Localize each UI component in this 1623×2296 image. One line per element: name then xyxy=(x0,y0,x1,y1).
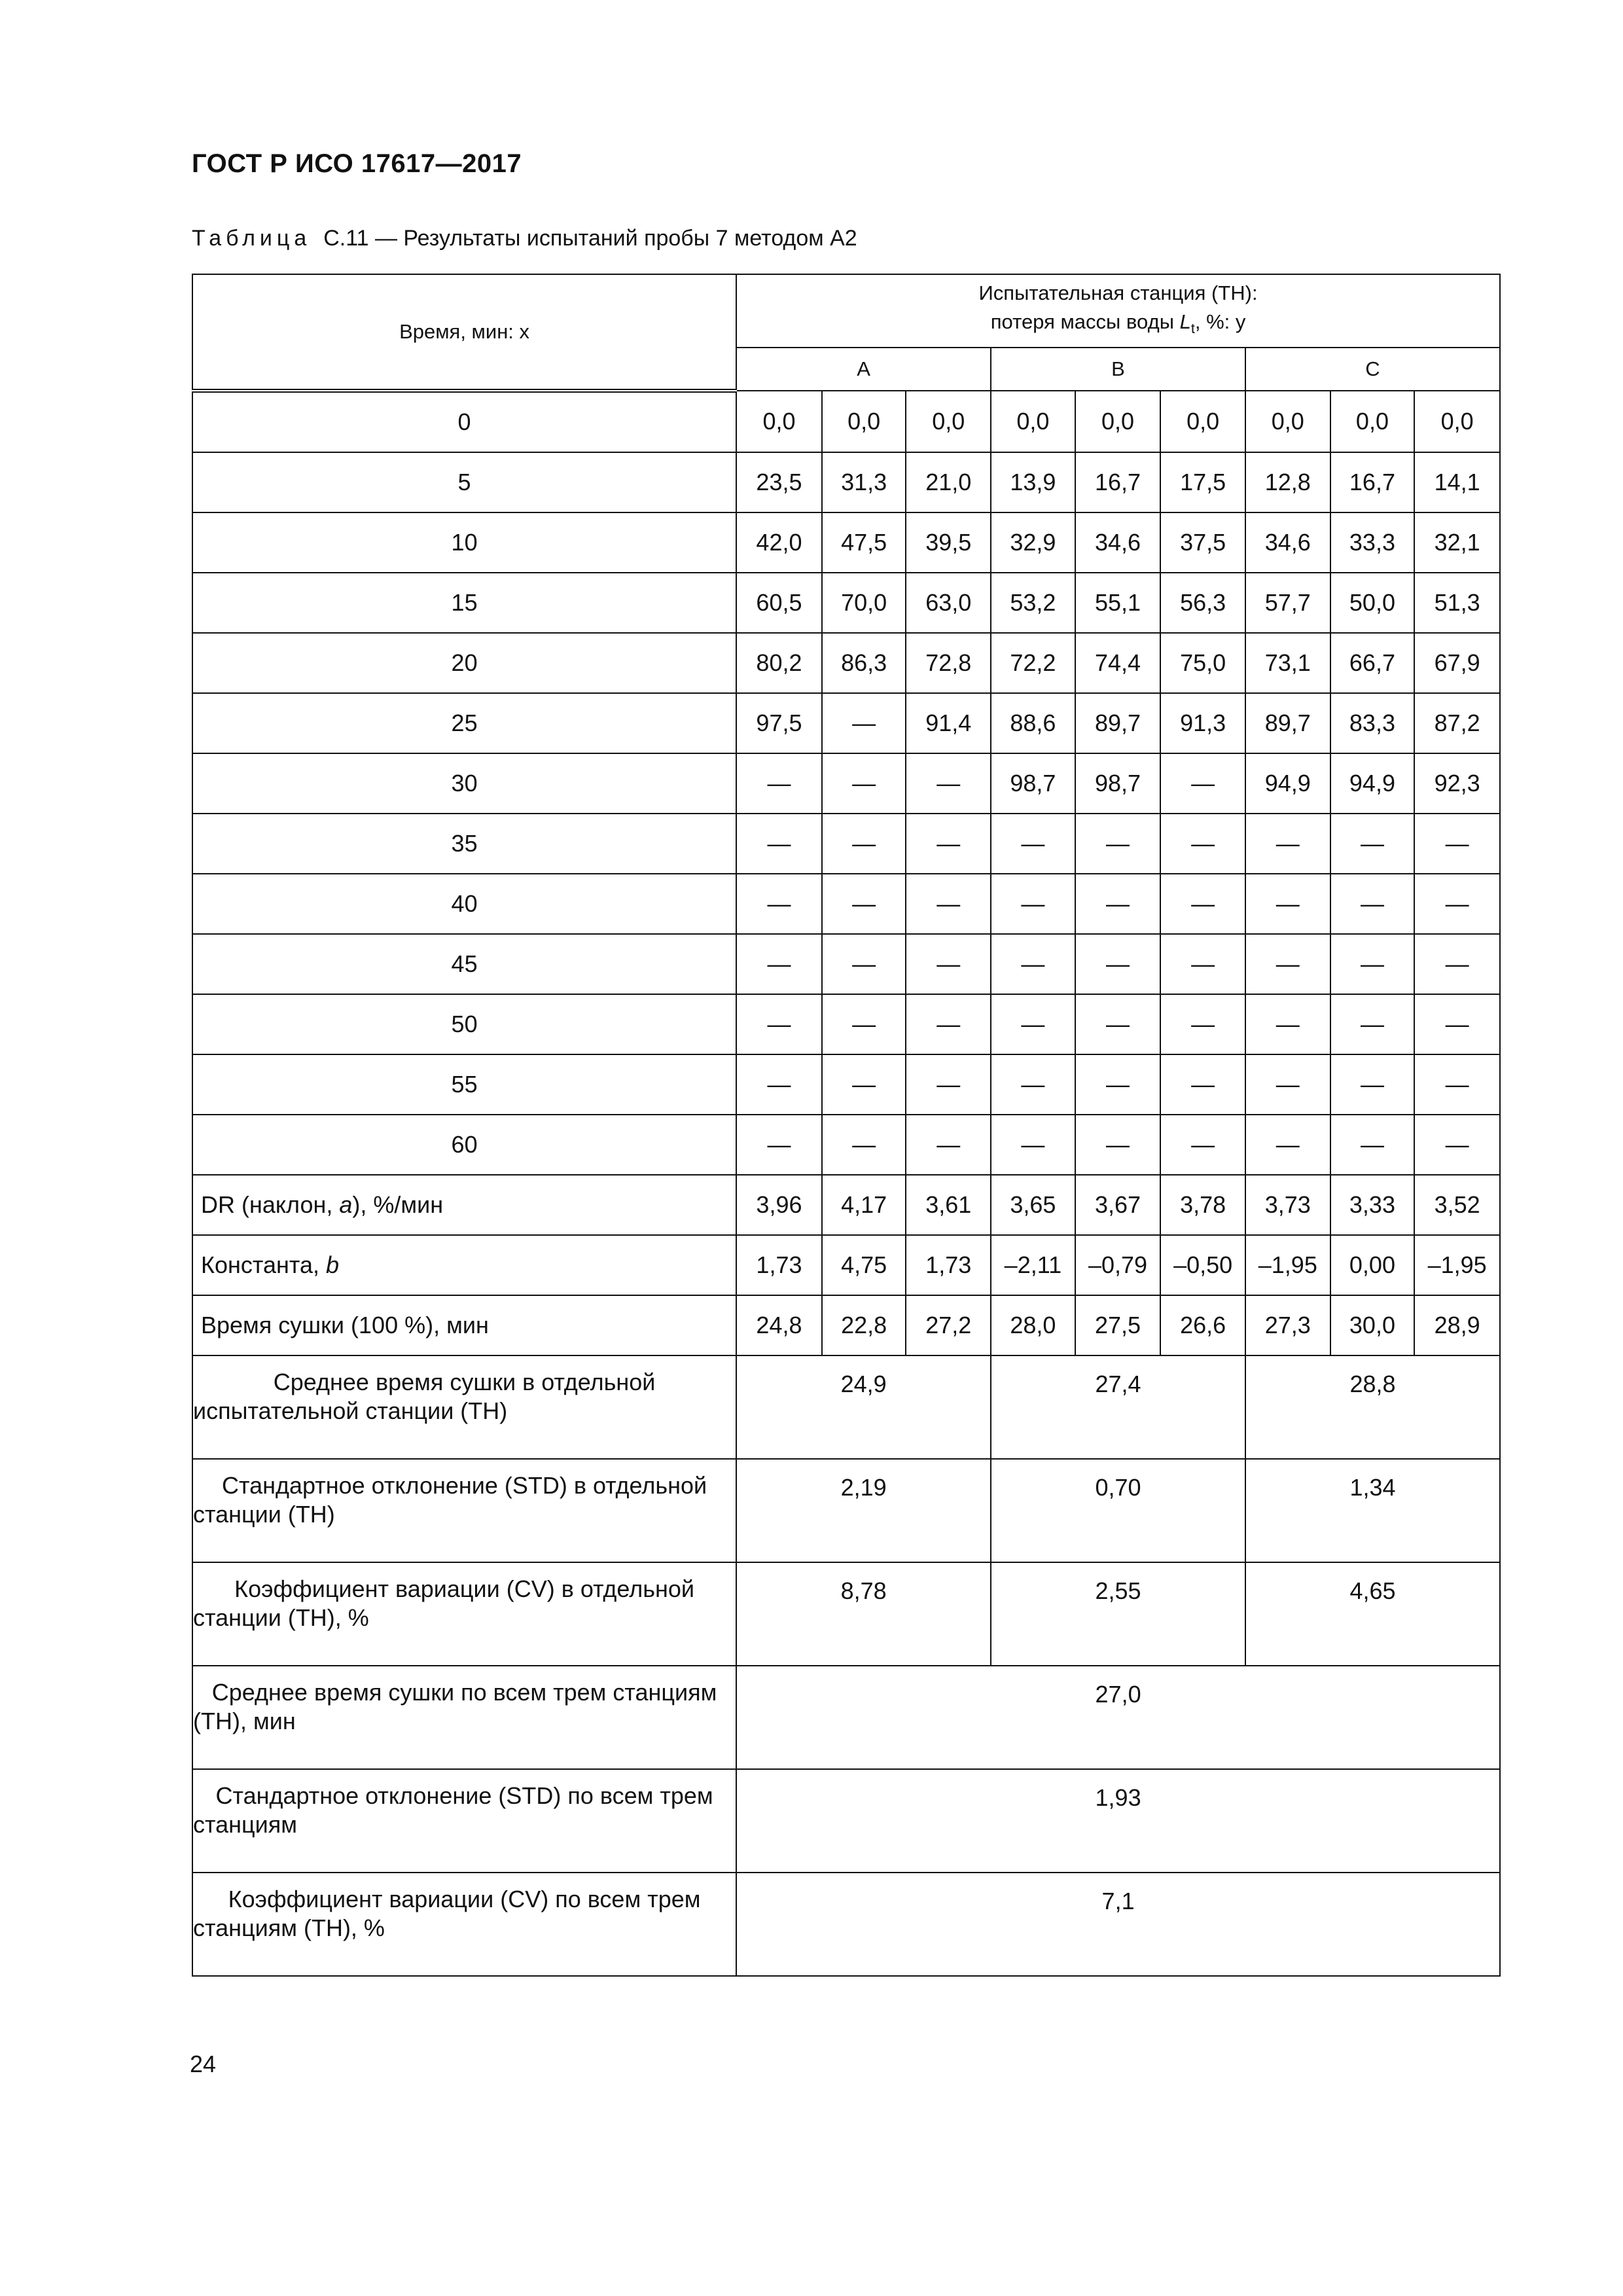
constant-label-pre: Константа, xyxy=(201,1251,326,1278)
value-cell: — xyxy=(822,1115,906,1175)
table-row xyxy=(192,994,1500,1054)
value-cell: 0,0 xyxy=(1075,391,1161,452)
value-cell: — xyxy=(1414,1115,1500,1175)
value-cell: 53,2 xyxy=(991,573,1075,633)
value-cell: 89,7 xyxy=(1245,693,1330,753)
value-cell: — xyxy=(1330,874,1415,934)
value-cell: — xyxy=(1245,934,1330,994)
value-cell: –2,11 xyxy=(991,1235,1075,1295)
value-cell: 31,3 xyxy=(822,452,906,512)
value-cell: 72,2 xyxy=(991,633,1075,693)
value-cell: — xyxy=(1075,874,1161,934)
station-header-symbol: L xyxy=(1179,310,1191,333)
value-cell: 92,3 xyxy=(1414,753,1500,814)
value-cell: — xyxy=(991,994,1075,1054)
value-cell: 83,3 xyxy=(1330,693,1415,753)
value-cell: — xyxy=(822,934,906,994)
value-cell: 73,1 xyxy=(1245,633,1330,693)
value-cell: — xyxy=(822,753,906,814)
table-row xyxy=(192,573,1500,633)
results-table xyxy=(192,274,1501,1977)
summary-value: 27,4 xyxy=(991,1355,1245,1459)
station-column-header xyxy=(736,274,1500,348)
value-cell: 3,67 xyxy=(1075,1175,1161,1235)
summary-label: Среднее время сушки в отдельной испытательной станции (ТН) xyxy=(192,1355,736,1459)
value-cell: — xyxy=(1160,934,1245,994)
constant-label-symbol: b xyxy=(325,1251,339,1278)
value-cell: — xyxy=(736,874,822,934)
value-cell: 3,73 xyxy=(1245,1175,1330,1235)
drying-time-label: Время сушки (100 %), мин xyxy=(192,1295,736,1355)
value-cell: 94,9 xyxy=(1245,753,1330,814)
value-cell: 26,6 xyxy=(1160,1295,1245,1355)
value-cell: 28,9 xyxy=(1414,1295,1500,1355)
value-cell: — xyxy=(1330,1054,1415,1115)
value-cell: 56,3 xyxy=(1160,573,1245,633)
time-cell: 60 xyxy=(192,1115,736,1175)
summary-label: Стандартное отклонение (STD) в отдельной станции (ТН) xyxy=(192,1459,736,1562)
value-cell: 16,7 xyxy=(1330,452,1415,512)
value-cell: 3,96 xyxy=(736,1175,822,1235)
station-header-line2-post: , %: y xyxy=(1194,310,1246,333)
time-cell: 5 xyxy=(192,452,736,512)
value-cell: 97,5 xyxy=(736,693,822,753)
table-row xyxy=(192,1115,1500,1175)
value-cell: 4,75 xyxy=(822,1235,906,1295)
value-cell: — xyxy=(1160,1054,1245,1115)
summary-value: 1,34 xyxy=(1245,1459,1500,1562)
value-cell: 0,0 xyxy=(906,391,991,452)
value-cell: 67,9 xyxy=(1414,633,1500,693)
value-cell: 0,0 xyxy=(1160,391,1245,452)
value-cell: 75,0 xyxy=(1160,633,1245,693)
value-cell: — xyxy=(1245,874,1330,934)
value-cell: –0,50 xyxy=(1160,1235,1245,1295)
overall-summary-row xyxy=(192,1666,1500,1769)
time-cell: 0 xyxy=(192,391,736,452)
value-cell: — xyxy=(822,1054,906,1115)
value-cell: — xyxy=(1245,994,1330,1054)
dr-row xyxy=(192,1175,1500,1235)
station-header-line2 xyxy=(737,308,1499,343)
value-cell: — xyxy=(1160,753,1245,814)
value-cell: 98,7 xyxy=(1075,753,1161,814)
value-cell: 3,52 xyxy=(1414,1175,1500,1235)
value-cell: 94,9 xyxy=(1330,753,1415,814)
page-number: 24 xyxy=(190,2051,217,2077)
value-cell: — xyxy=(991,1054,1075,1115)
value-cell: 63,0 xyxy=(906,573,991,633)
value-cell: — xyxy=(991,814,1075,874)
caption-prefix: Таблица xyxy=(192,226,312,251)
value-cell: 37,5 xyxy=(1160,512,1245,573)
document-title: ГОСТ Р ИСО 17617—2017 xyxy=(192,149,522,178)
value-cell: — xyxy=(1414,1054,1500,1115)
value-cell: 34,6 xyxy=(1245,512,1330,573)
value-cell: 39,5 xyxy=(906,512,991,573)
value-cell: 55,1 xyxy=(1075,573,1161,633)
value-cell: 72,8 xyxy=(906,633,991,693)
value-cell: 57,7 xyxy=(1245,573,1330,633)
value-cell: 50,0 xyxy=(1330,573,1415,633)
overall-label: Коэффициент вариации (CV) по всем трем станциям (ТН), % xyxy=(192,1873,736,1976)
value-cell: — xyxy=(1414,994,1500,1054)
value-cell: 0,0 xyxy=(1414,391,1500,452)
value-cell: 28,0 xyxy=(991,1295,1075,1355)
value-cell: 74,4 xyxy=(1075,633,1161,693)
value-cell: 24,8 xyxy=(736,1295,822,1355)
summary-label: Коэффициент вариации (CV) в отдельной станции (ТН), % xyxy=(192,1562,736,1666)
caption-text: С.11 — Результаты испытаний пробы 7 методом А2 xyxy=(323,226,857,251)
summary-value: 28,8 xyxy=(1245,1355,1500,1459)
time-cell: 55 xyxy=(192,1054,736,1115)
value-cell: — xyxy=(736,814,822,874)
value-cell: — xyxy=(1160,814,1245,874)
value-cell: 12,8 xyxy=(1245,452,1330,512)
value-cell: — xyxy=(1414,814,1500,874)
value-cell: — xyxy=(1075,934,1161,994)
table-row xyxy=(192,633,1500,693)
value-cell: 0,0 xyxy=(736,391,822,452)
value-cell: — xyxy=(1075,1054,1161,1115)
value-cell: — xyxy=(822,693,906,753)
value-cell: 16,7 xyxy=(1075,452,1161,512)
time-cell: 35 xyxy=(192,814,736,874)
station-header-line2-pre: потеря массы воды xyxy=(990,310,1180,333)
value-cell: 91,4 xyxy=(906,693,991,753)
overall-label: Среднее время сушки по всем трем станциям (ТН), мин xyxy=(192,1666,736,1769)
value-cell: 4,17 xyxy=(822,1175,906,1235)
value-cell: 0,0 xyxy=(1330,391,1415,452)
station-summary-row xyxy=(192,1459,1500,1562)
value-cell: — xyxy=(906,1115,991,1175)
value-cell: 27,5 xyxy=(1075,1295,1161,1355)
value-cell: 3,65 xyxy=(991,1175,1075,1235)
value-cell: — xyxy=(1075,994,1161,1054)
value-cell: — xyxy=(1330,994,1415,1054)
value-cell: — xyxy=(822,814,906,874)
value-cell: 30,0 xyxy=(1330,1295,1415,1355)
time-cell: 20 xyxy=(192,633,736,693)
station-summary-row xyxy=(192,1355,1500,1459)
table-row xyxy=(192,512,1500,573)
value-cell: –1,95 xyxy=(1245,1235,1330,1295)
value-cell: — xyxy=(906,1054,991,1115)
value-cell: — xyxy=(1245,1115,1330,1175)
constant-row xyxy=(192,1235,1500,1295)
time-cell: 50 xyxy=(192,994,736,1054)
value-cell: 0,0 xyxy=(1245,391,1330,452)
value-cell: 27,2 xyxy=(906,1295,991,1355)
station-header-line1: Испытательная станция (ТН): xyxy=(978,281,1258,304)
value-cell: 88,6 xyxy=(991,693,1075,753)
value-cell: — xyxy=(1414,934,1500,994)
value-cell: — xyxy=(906,814,991,874)
table-caption xyxy=(192,226,857,251)
value-cell: — xyxy=(1160,994,1245,1054)
value-cell: — xyxy=(991,874,1075,934)
value-cell: 22,8 xyxy=(822,1295,906,1355)
dr-label-post: ), %/мин xyxy=(352,1191,444,1218)
value-cell: 3,61 xyxy=(906,1175,991,1235)
value-cell: 0,0 xyxy=(822,391,906,452)
value-cell: 60,5 xyxy=(736,573,822,633)
value-cell: 3,33 xyxy=(1330,1175,1415,1235)
station-c-header: C xyxy=(1245,348,1500,391)
value-cell: 47,5 xyxy=(822,512,906,573)
overall-summary-row xyxy=(192,1873,1500,1976)
value-cell: 1,73 xyxy=(736,1235,822,1295)
time-cell: 45 xyxy=(192,934,736,994)
value-cell: — xyxy=(1160,1115,1245,1175)
value-cell: 51,3 xyxy=(1414,573,1500,633)
value-cell: 91,3 xyxy=(1160,693,1245,753)
value-cell: — xyxy=(736,1054,822,1115)
summary-value: 24,9 xyxy=(736,1355,991,1459)
value-cell: — xyxy=(991,934,1075,994)
value-cell: 14,1 xyxy=(1414,452,1500,512)
table-row xyxy=(192,693,1500,753)
dr-label-symbol: a xyxy=(339,1191,353,1218)
value-cell: — xyxy=(906,874,991,934)
value-cell: 1,73 xyxy=(906,1235,991,1295)
dr-label xyxy=(192,1175,736,1235)
value-cell: 3,78 xyxy=(1160,1175,1245,1235)
table-row xyxy=(192,452,1500,512)
value-cell: — xyxy=(822,994,906,1054)
value-cell: — xyxy=(906,934,991,994)
value-cell: 42,0 xyxy=(736,512,822,573)
table-row xyxy=(192,934,1500,994)
value-cell: — xyxy=(736,934,822,994)
value-cell: 23,5 xyxy=(736,452,822,512)
table-row xyxy=(192,814,1500,874)
station-header-subscript: t xyxy=(1190,320,1195,337)
summary-value: 2,19 xyxy=(736,1459,991,1562)
value-cell: 98,7 xyxy=(991,753,1075,814)
overall-summary-row xyxy=(192,1769,1500,1873)
table-row xyxy=(192,1054,1500,1115)
value-cell: 17,5 xyxy=(1160,452,1245,512)
value-cell: — xyxy=(1075,814,1161,874)
station-b-header: B xyxy=(991,348,1245,391)
overall-value: 27,0 xyxy=(736,1666,1500,1769)
time-cell: 10 xyxy=(192,512,736,573)
summary-value: 4,65 xyxy=(1245,1562,1500,1666)
value-cell: — xyxy=(736,994,822,1054)
value-cell: –1,95 xyxy=(1414,1235,1500,1295)
value-cell: — xyxy=(991,1115,1075,1175)
dr-label-pre: DR (наклон, xyxy=(201,1191,340,1218)
time-cell: 30 xyxy=(192,753,736,814)
value-cell: 80,2 xyxy=(736,633,822,693)
value-cell: — xyxy=(736,1115,822,1175)
value-cell: 0,0 xyxy=(991,391,1075,452)
value-cell: 13,9 xyxy=(991,452,1075,512)
drying-time-row xyxy=(192,1295,1500,1355)
table-row xyxy=(192,874,1500,934)
time-header-text: Время, мин: x xyxy=(399,320,530,343)
summary-value: 8,78 xyxy=(736,1562,991,1666)
value-cell: 27,3 xyxy=(1245,1295,1330,1355)
value-cell: — xyxy=(1075,1115,1161,1175)
summary-value: 2,55 xyxy=(991,1562,1245,1666)
value-cell: — xyxy=(1245,814,1330,874)
table-row xyxy=(192,753,1500,814)
value-cell: — xyxy=(906,753,991,814)
value-cell: 87,2 xyxy=(1414,693,1500,753)
value-cell: 89,7 xyxy=(1075,693,1161,753)
overall-value: 7,1 xyxy=(736,1873,1500,1976)
constant-label xyxy=(192,1235,736,1295)
value-cell: 70,0 xyxy=(822,573,906,633)
value-cell: — xyxy=(1330,814,1415,874)
value-cell: — xyxy=(736,753,822,814)
value-cell: — xyxy=(1330,934,1415,994)
time-cell: 25 xyxy=(192,693,736,753)
value-cell: 86,3 xyxy=(822,633,906,693)
table-row xyxy=(192,391,1500,452)
time-cell: 40 xyxy=(192,874,736,934)
station-a-header: A xyxy=(736,348,991,391)
value-cell: 66,7 xyxy=(1330,633,1415,693)
value-cell: 33,3 xyxy=(1330,512,1415,573)
value-cell: 21,0 xyxy=(906,452,991,512)
summary-value: 0,70 xyxy=(991,1459,1245,1562)
time-column-header xyxy=(192,274,736,391)
value-cell: — xyxy=(1245,1054,1330,1115)
value-cell: — xyxy=(906,994,991,1054)
overall-label: Стандартное отклонение (STD) по всем трем станциям xyxy=(192,1769,736,1873)
value-cell: 32,9 xyxy=(991,512,1075,573)
value-cell: –0,79 xyxy=(1075,1235,1161,1295)
value-cell: — xyxy=(1160,874,1245,934)
value-cell: 32,1 xyxy=(1414,512,1500,573)
overall-value: 1,93 xyxy=(736,1769,1500,1873)
value-cell: — xyxy=(1330,1115,1415,1175)
value-cell: 0,00 xyxy=(1330,1235,1415,1295)
time-cell: 15 xyxy=(192,573,736,633)
value-cell: — xyxy=(1414,874,1500,934)
station-summary-row xyxy=(192,1562,1500,1666)
value-cell: — xyxy=(822,874,906,934)
value-cell: 34,6 xyxy=(1075,512,1161,573)
